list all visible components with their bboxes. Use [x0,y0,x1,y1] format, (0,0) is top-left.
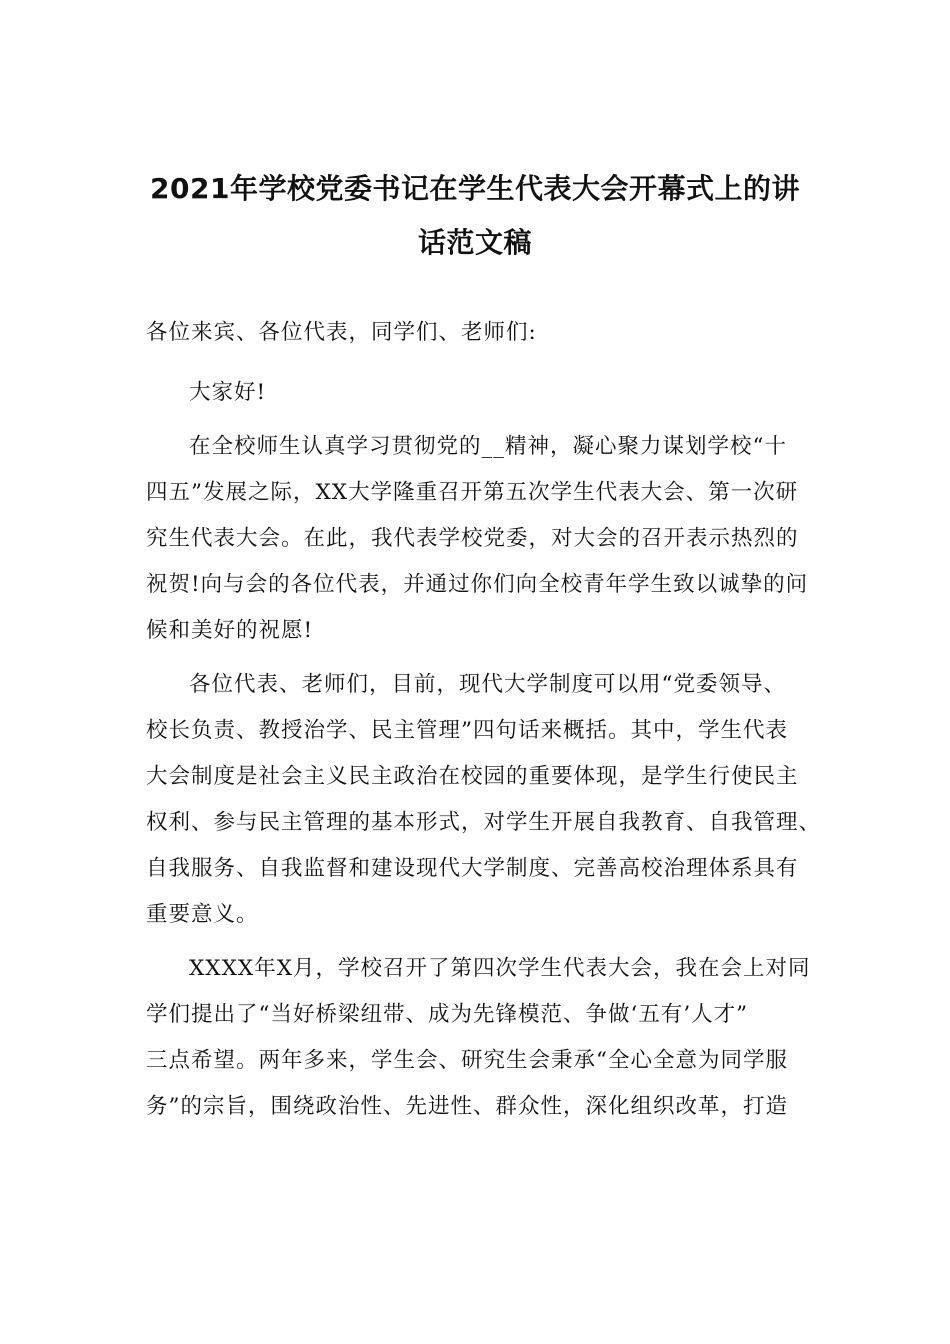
salutation: 各位来宾、各位代表，同学们、老师们: [146,320,537,345]
title-line-2: 话范文稿 [417,226,532,259]
paragraph-line: 学们提出了“当好桥梁纽带、成为先锋模范、争做‘五有’人才” [146,1002,749,1027]
paragraph-line: 候和美好的祝愿! [146,618,314,643]
paragraph-line: 究生代表大会。在此，我代表学校党委，对大会的召开表示热烈的 [146,526,799,551]
greeting [146,370,810,416]
paragraph-line: 权利、参与民主管理的基本形式，对学生开展自我教育、自我管理、 [146,810,822,835]
paragraph-line: 自我服务、自我监督和建设现代大学制度、完善高校治理体系具有 [146,856,799,881]
paragraph-line: XXXX年X月，学校召开了第四次学生代表大会，我在会上对同 [189,956,811,981]
paragraph-line: 大会制度是社会主义民主政治在校园的重要体现，是学生行使民主 [146,764,799,789]
paragraph-line: 各位代表、老师们，目前，现代大学制度可以用“党委领导、 [189,672,786,697]
paragraph-1 [146,424,810,654]
paragraph-line: 务”的宗旨，围绕政治性、先进性、群众性，深化组织改革，打造 [146,1094,788,1119]
document-body [146,310,822,1138]
paragraph-line: 三点希望。两年多来，学生会、研究生会秉承“全心全意为同学服 [146,1048,788,1073]
greeting-text: 大家好! [189,380,267,405]
paragraph-3 [146,946,810,1130]
title-line-1: 2021年学校党委书记在学生代表大会开幕式上的讲 [150,172,800,205]
paragraph-line: 四五”发展之际，XX大学隆重召开第五次学生代表大会、第一次研 [146,480,799,505]
document-title [140,162,810,270]
paragraph-line: 祝贺!向与会的各位代表，并通过你们向全校青年学生致以诚挚的问 [146,572,809,597]
paragraph-2 [146,662,822,938]
paragraph-line: 校长负责、教授治学、民主管理”四句话来概括。其中，学生代表 [146,718,788,743]
paragraph-line: 重要意义。 [146,902,259,927]
paragraph-line: 在全校师生认真学习贯彻党的__精神，凝心聚力谋划学校“十 [189,434,787,459]
